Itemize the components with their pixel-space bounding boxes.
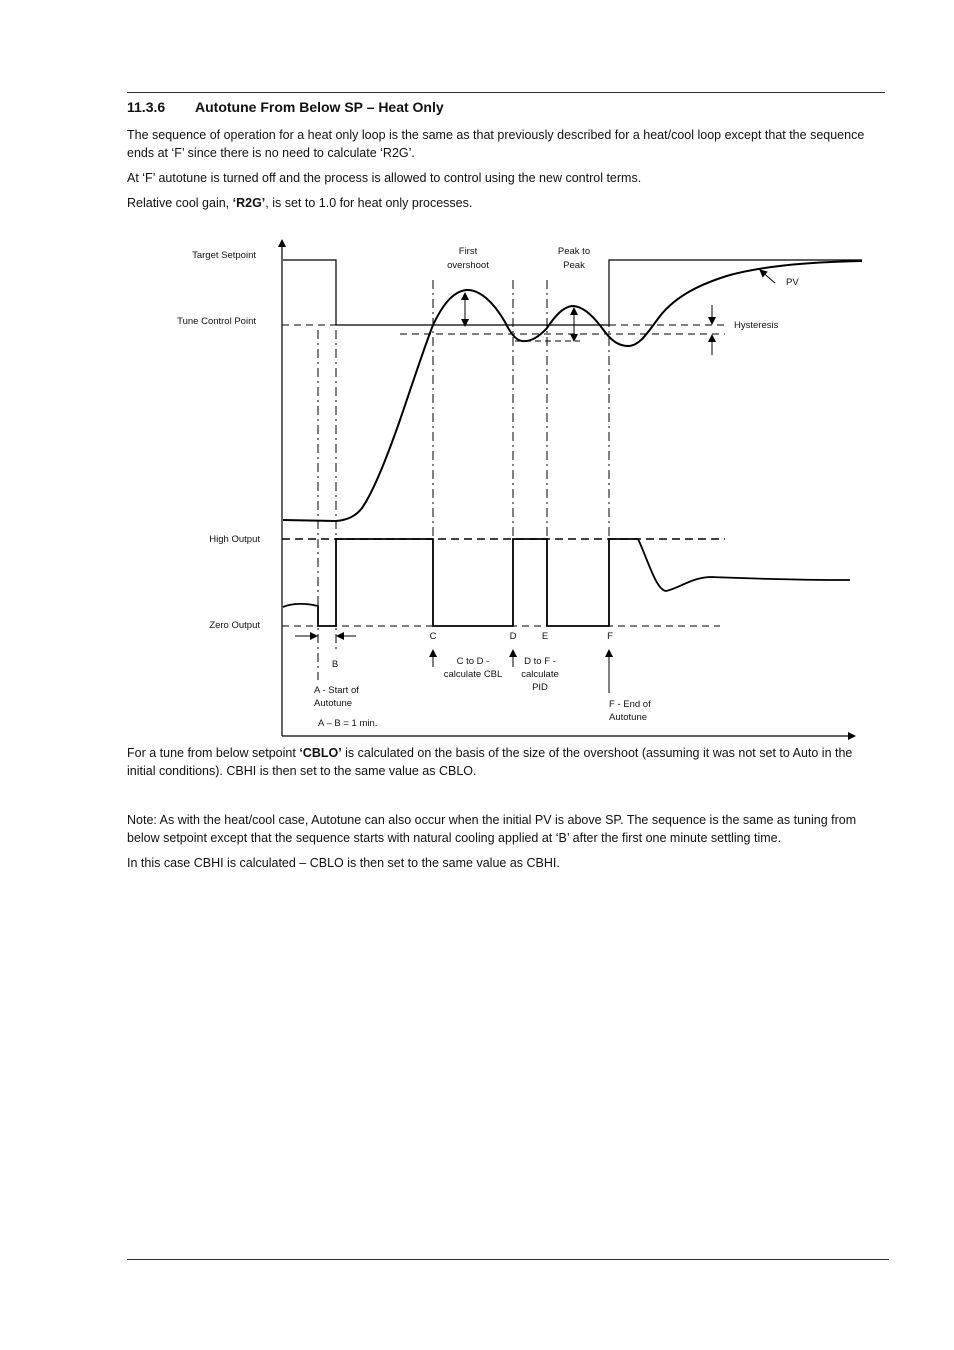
label-peak-to-peak-1: Peak to: [557, 246, 591, 257]
label-b: B: [331, 659, 339, 670]
output-trace: [283, 539, 850, 626]
intro-paragraph-2: At ‘F’ autotune is turned off and the process is allowed to control using the new control terms.: [127, 171, 642, 185]
label-f-end-2: Autotune: [609, 712, 648, 723]
label-a-start-2: Autotune: [314, 698, 353, 709]
label-d-to-f-2: calculate: [521, 669, 559, 680]
label-zero-output: Zero Output: [209, 620, 260, 631]
autotune-diagram: [150, 228, 880, 744]
p3-text: Relative cool gain,: [127, 196, 233, 210]
label-a-start-1: A - Start of: [314, 685, 359, 696]
label-target-setpoint: Target Setpoint: [192, 250, 256, 261]
label-c-to-d-1: C to D -: [456, 656, 490, 667]
label-f: F: [607, 631, 613, 642]
section-title: Autotune From Below SP – Heat Only: [195, 99, 444, 115]
p3-text-end: , is set to 1.0 for heat only processes.: [265, 196, 473, 210]
p4-text-end: is calculated on the basis of the size of the overshoot (assuming it was not set to Auto in the initial conditions). CBHI is then set to the same value as CBLO.: [127, 746, 853, 778]
cblo-paragraph: [127, 744, 877, 780]
pv-curve: [283, 261, 862, 521]
label-e: E: [541, 631, 549, 642]
section-number: 11.3.6: [127, 99, 166, 115]
label-d: D: [509, 631, 517, 642]
label-hysteresis: Hysteresis: [734, 320, 779, 331]
r2g-term: ‘R2G’: [232, 196, 266, 210]
intro-paragraph-1: The sequence of operation for a heat only loop is the same as that previously described for a heat/cool loop except that the sequence ends at ‘F’ since there is no need to calculate ‘R2G’.: [127, 128, 865, 160]
p4-text: For a tune from below setpoint: [127, 746, 300, 760]
pv-pointer-arrow: [760, 270, 775, 283]
label-peak-to-peak-2: Peak: [563, 260, 585, 271]
note-paragraph: Note: As with the heat/cool case, Autotune can also occur when the initial PV is above SP. The sequence is the same as tuning from below setpoint except that the sequence starts with natural cooling applied at ‘B’ after the first one minute settling time.: [127, 813, 857, 845]
footer-rule: [127, 1259, 889, 1260]
label-high-output: High Output: [209, 534, 260, 545]
label-first-overshoot-2: overshoot: [447, 260, 489, 271]
label-tune-control-point: Tune Control Point: [177, 316, 256, 327]
label-c: C: [429, 631, 437, 642]
cblo-term: ‘CBLO’: [299, 746, 342, 760]
section-heading: [127, 99, 444, 115]
intro-paragraph-3: [127, 194, 877, 212]
cbhi-paragraph: In this case CBHI is calculated – CBLO is then set to the same value as CBHI.: [127, 856, 560, 870]
label-c-to-d-2: calculate CBL: [443, 669, 503, 680]
label-a-b-duration: A – B = 1 min.: [318, 718, 378, 729]
label-pv: PV: [786, 277, 799, 288]
label-d-to-f-3: PID: [532, 682, 548, 693]
header-rule: [127, 92, 885, 93]
label-f-end-1: F - End of: [609, 699, 651, 710]
diagram-axes: [282, 240, 855, 736]
label-first-overshoot-1: First: [458, 246, 478, 257]
label-d-to-f-1: D to F -: [524, 656, 556, 667]
